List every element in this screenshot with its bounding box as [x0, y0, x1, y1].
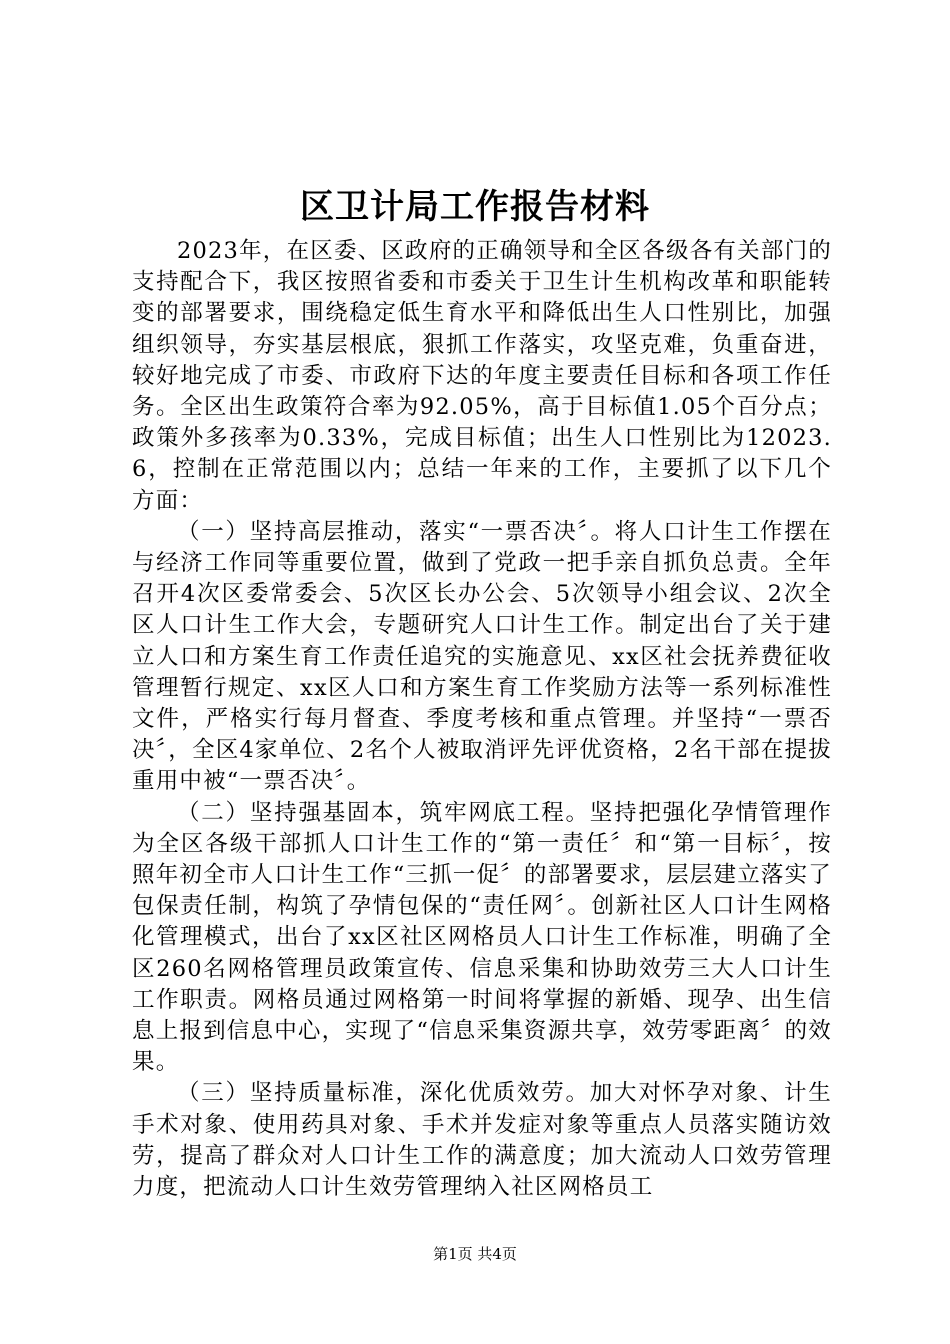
page-footer: 第1页 共4页: [433, 1245, 517, 1263]
document-title: 区卫计局工作报告材料: [300, 187, 650, 227]
paragraph-section-1: （一）坚持高层推动，落实“一票否决〞。将人口计生工作摆在与经济工作同等重要位置，做到了党政一把手亲自抓负总责。全年召开4次区委常委会、5次区长办公会、5次领导小组会议、2次全区人口计生工作大会，专题研究人口计生工作。制定出台了关于建立人口和方案生育工作责任追究的实施意见、xx区社会抚养费征收管理暂行规定、xx区人口和方案生育工作奖励方法等一系列标准性文件，严格实行每月督查、季度考核和重点管理。并坚持“一票否决〞，全区4家单位、2名个人被取消评先评优资格，2名干部在提拔重用中被“一票否决〞。: [132, 518, 832, 795]
document-body: [132, 236, 832, 1203]
paragraph-section-2: （二）坚持强基固本，筑牢网底工程。坚持把强化孕情管理作为全区各级干部抓人口计生工作的“第一责任〞和“第一目标〞，按照年初全市人口计生工作“三抓一促〞的部署要求，层层建立落实了包保责任制，构筑了孕情包保的“责任网〞。创新社区人口计生网格化管理模式，出台了xx区社区网格员人口计生工作标准，明确了全区260名网格管理员政策宣传、信息采集和协助效劳三大人口计生工作职责。网格员通过网格第一时间将掌握的新婚、现孕、出生信息上报到信息中心，实现了“信息采集资源共享，效劳零距离〞的效果。: [132, 799, 833, 1076]
paragraph-intro: 2023年，在区委、区政府的正确领导和全区各级各有关部门的支持配合下，我区按照省委和市委关于卫生计生机构改革和职能转变的部署要求，围绕稳定低生育水平和降低出生人口性别比，加强组织领导，夯实基层根底，狠抓工作落实，攻坚克难，负重奋进，较好地完成了市委、市政府下达的年度主要责任目标和各项工作任务。全区出生政策符合率为92.05%，高于目标值1.05个百分点；政策外多孩率为0.33%，完成目标值；出生人口性别比为12023.6，控制在正常范围以内；总结一年来的工作，主要抓了以下几个方面：: [132, 238, 832, 514]
paragraph-section-3: （三）坚持质量标准，深化优质效劳。加大对怀孕对象、计生手术对象、使用药具对象、手术并发症对象等重点人员落实随访效劳，提高了群众对人口计生工作的满意度；加大流动人口效劳管理力度，把流动人口计生效劳管理纳入社区网格员工: [132, 1080, 832, 1201]
